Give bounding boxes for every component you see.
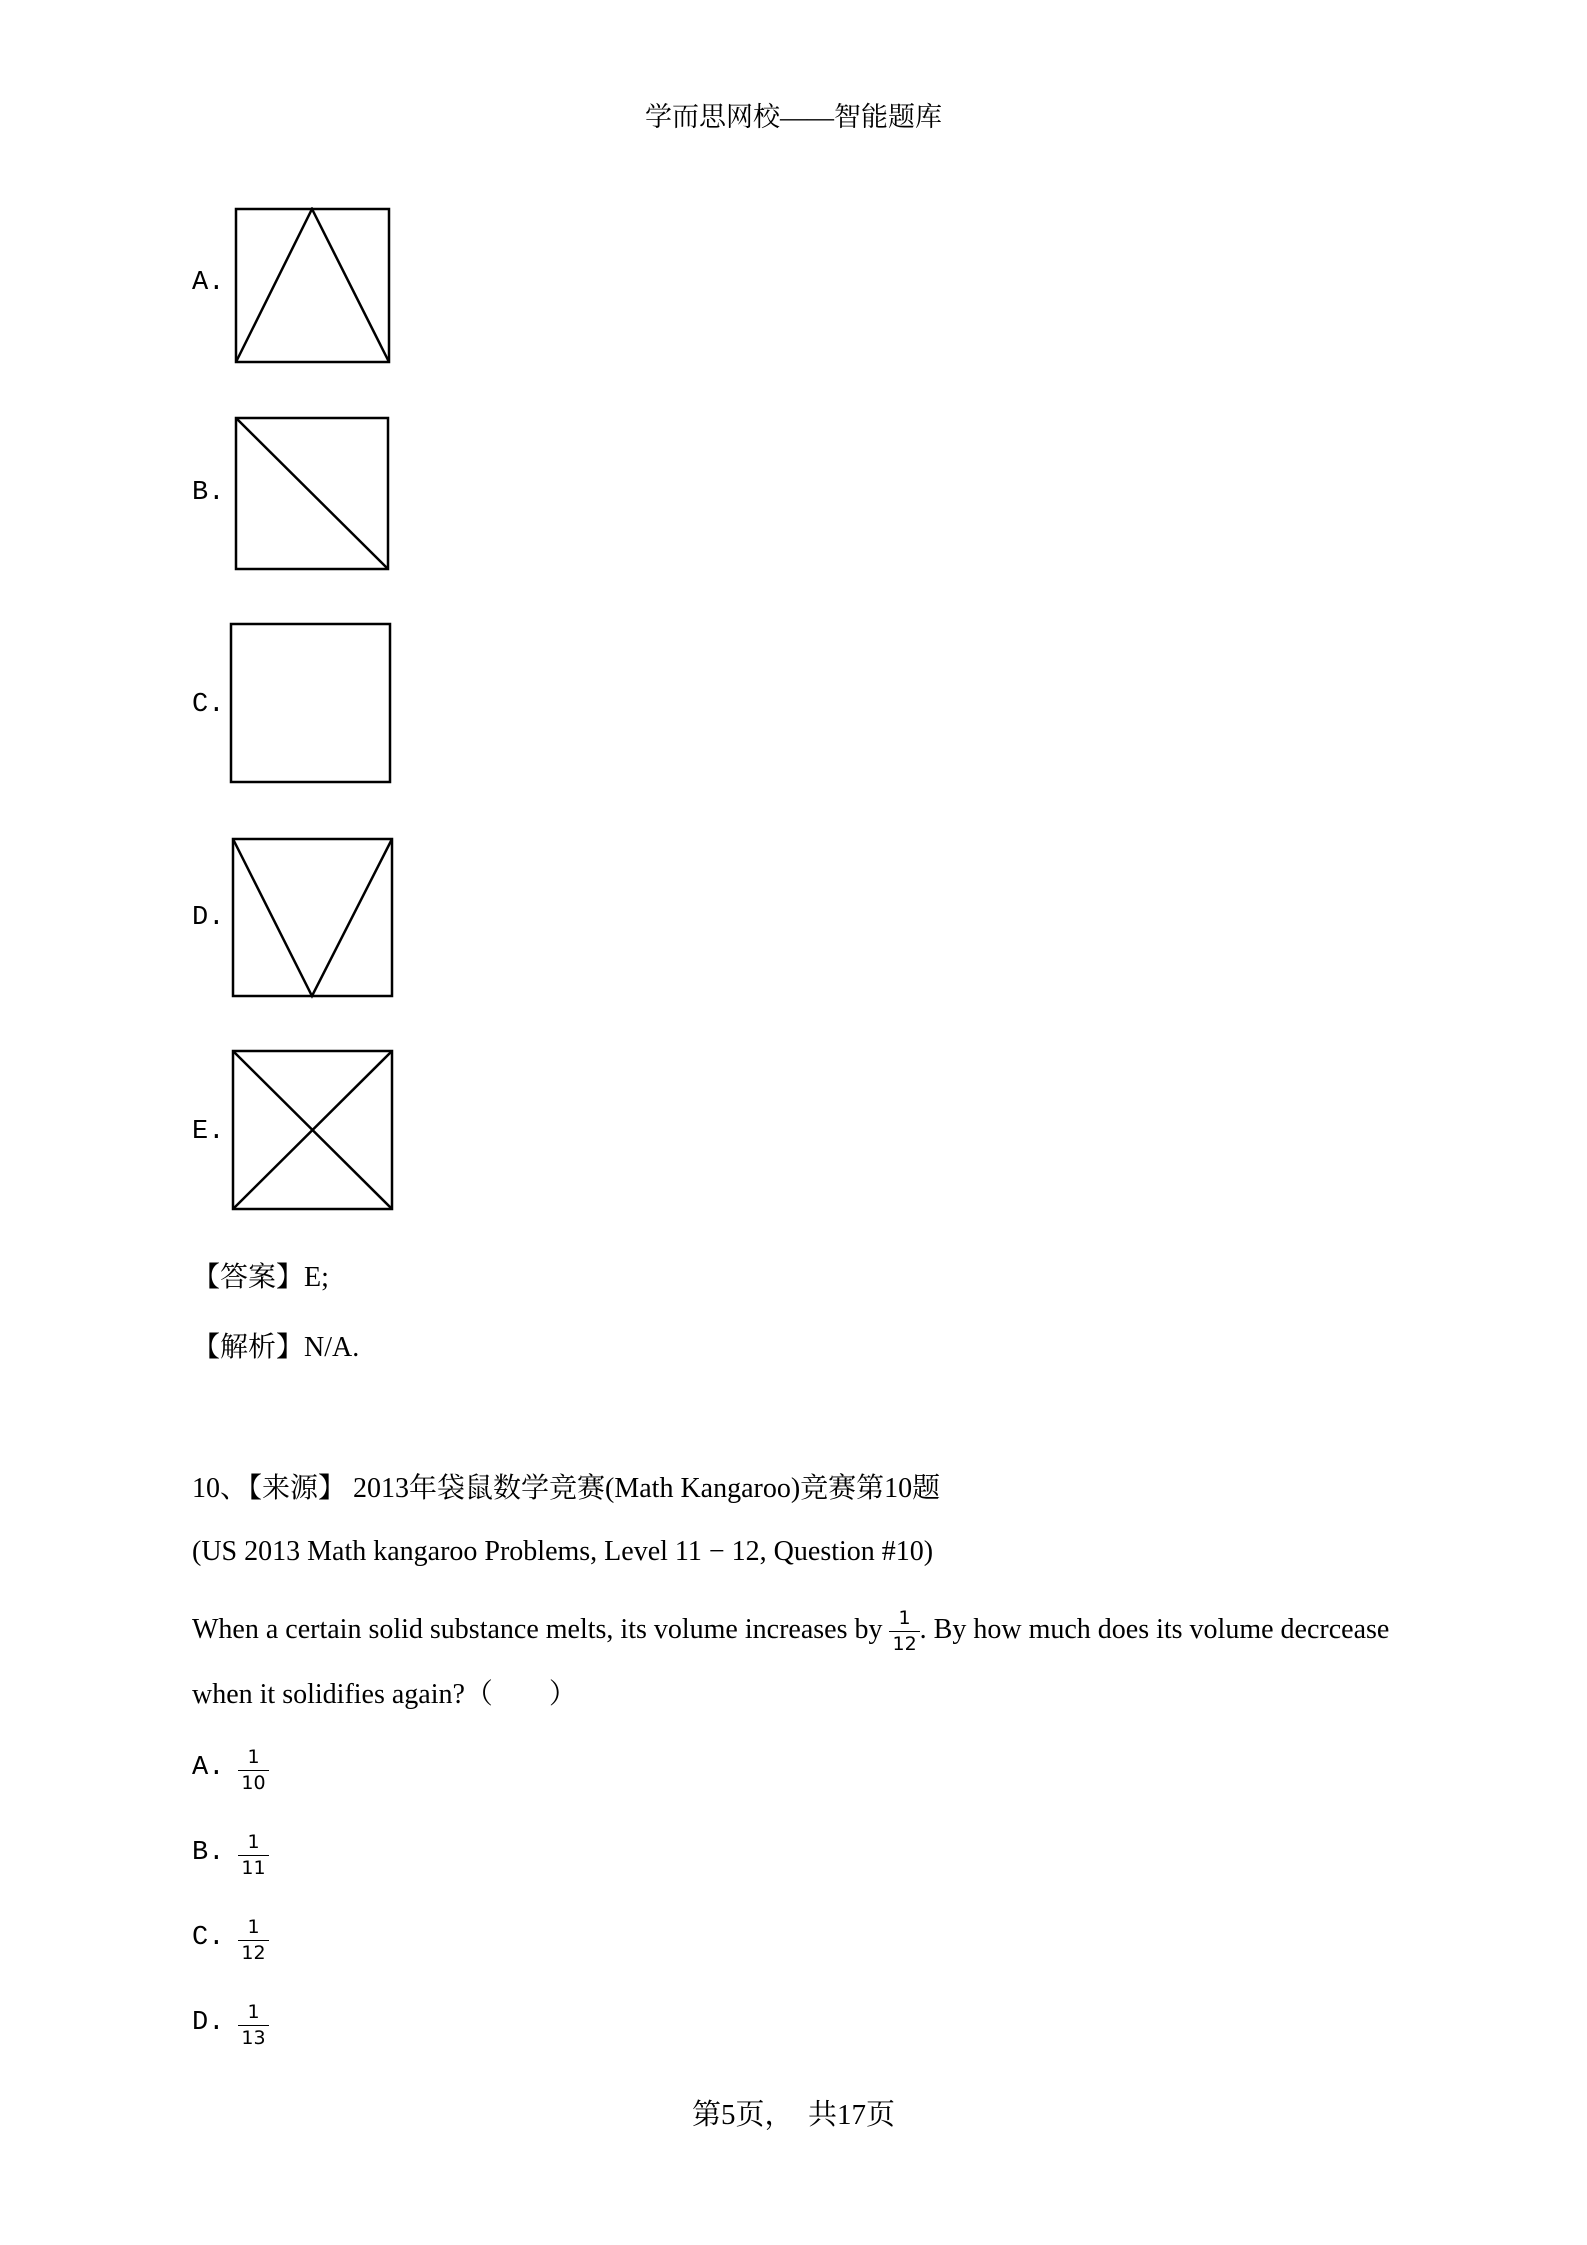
option-c-label: C.	[192, 690, 225, 720]
option-c-figure	[229, 622, 393, 785]
fraction-denominator: 12	[238, 1940, 268, 1963]
q10-option-b	[192, 1823, 269, 1883]
analysis-line	[192, 1325, 359, 1365]
option-b-figure	[234, 416, 392, 572]
q10-number: 10、	[192, 1473, 249, 1504]
q10-source: 2013年袋鼠数学竞赛(Math Kangaroo)竞赛第10题	[353, 1473, 941, 1504]
fraction-denominator: 10	[238, 1770, 268, 1793]
fraction-denominator: 11	[238, 1855, 268, 1878]
q10-option-a-label: A.	[192, 1753, 225, 1783]
q10-option-c	[192, 1908, 269, 1968]
q10-source-tag: 【来源】	[248, 1473, 347, 1504]
fraction-numerator: 1	[898, 1607, 911, 1630]
q10-option-a	[192, 1738, 269, 1798]
q10-option-d-label: D.	[192, 2008, 225, 2038]
option-a-label: A.	[192, 268, 225, 298]
analysis-tag: 【解析】	[192, 1332, 305, 1363]
option-d-figure	[231, 837, 395, 999]
q10-option-b-fraction	[238, 1830, 268, 1879]
fraction-numerator: 1	[247, 1830, 260, 1853]
q10-stem-fraction	[889, 1609, 919, 1654]
q10-stem-line1	[192, 1600, 1389, 1660]
option-b-label: B.	[192, 478, 225, 508]
q10-option-a-fraction	[238, 1745, 268, 1794]
q10-source-line	[192, 1466, 940, 1506]
fraction-numerator: 1	[247, 1745, 260, 1768]
q10-stem-part2: . By how much does its volume decrcease	[919, 1614, 1390, 1645]
option-a-figure	[234, 207, 392, 365]
q10-stem-part1: When a certain solid substance melts, its volume increases by	[192, 1614, 890, 1645]
fraction-denominator: 13	[238, 2025, 268, 2048]
option-e-figure	[231, 1049, 395, 1212]
q10-subtitle: (US 2013 Math kangaroo Problems, Level 11 − 12, Question #10)	[192, 1536, 934, 1567]
analysis-value: N/A.	[304, 1332, 360, 1363]
page-footer: 第5页， 共17页	[691, 2099, 895, 2131]
q10-option-c-fraction	[238, 1915, 268, 1964]
q10-option-c-label: C.	[192, 1923, 225, 1953]
option-d-label: D.	[192, 903, 225, 933]
answer-value: E;	[304, 1262, 329, 1293]
q10-option-b-label: B.	[192, 1838, 225, 1868]
fraction-denominator: 12	[889, 1631, 919, 1654]
fraction-numerator: 1	[247, 1915, 260, 1938]
q10-stem-line2: when it solidifies again?（ ）	[192, 1679, 577, 1710]
answer-line	[192, 1255, 329, 1295]
answer-tag: 【答案】	[192, 1262, 305, 1293]
q10-option-d	[192, 1993, 269, 2053]
q10-option-d-fraction	[238, 2000, 268, 2049]
page-header: 学而思网校——智能题库	[645, 102, 942, 132]
option-e-label: E.	[192, 1117, 225, 1147]
fraction-numerator: 1	[247, 2000, 260, 2023]
